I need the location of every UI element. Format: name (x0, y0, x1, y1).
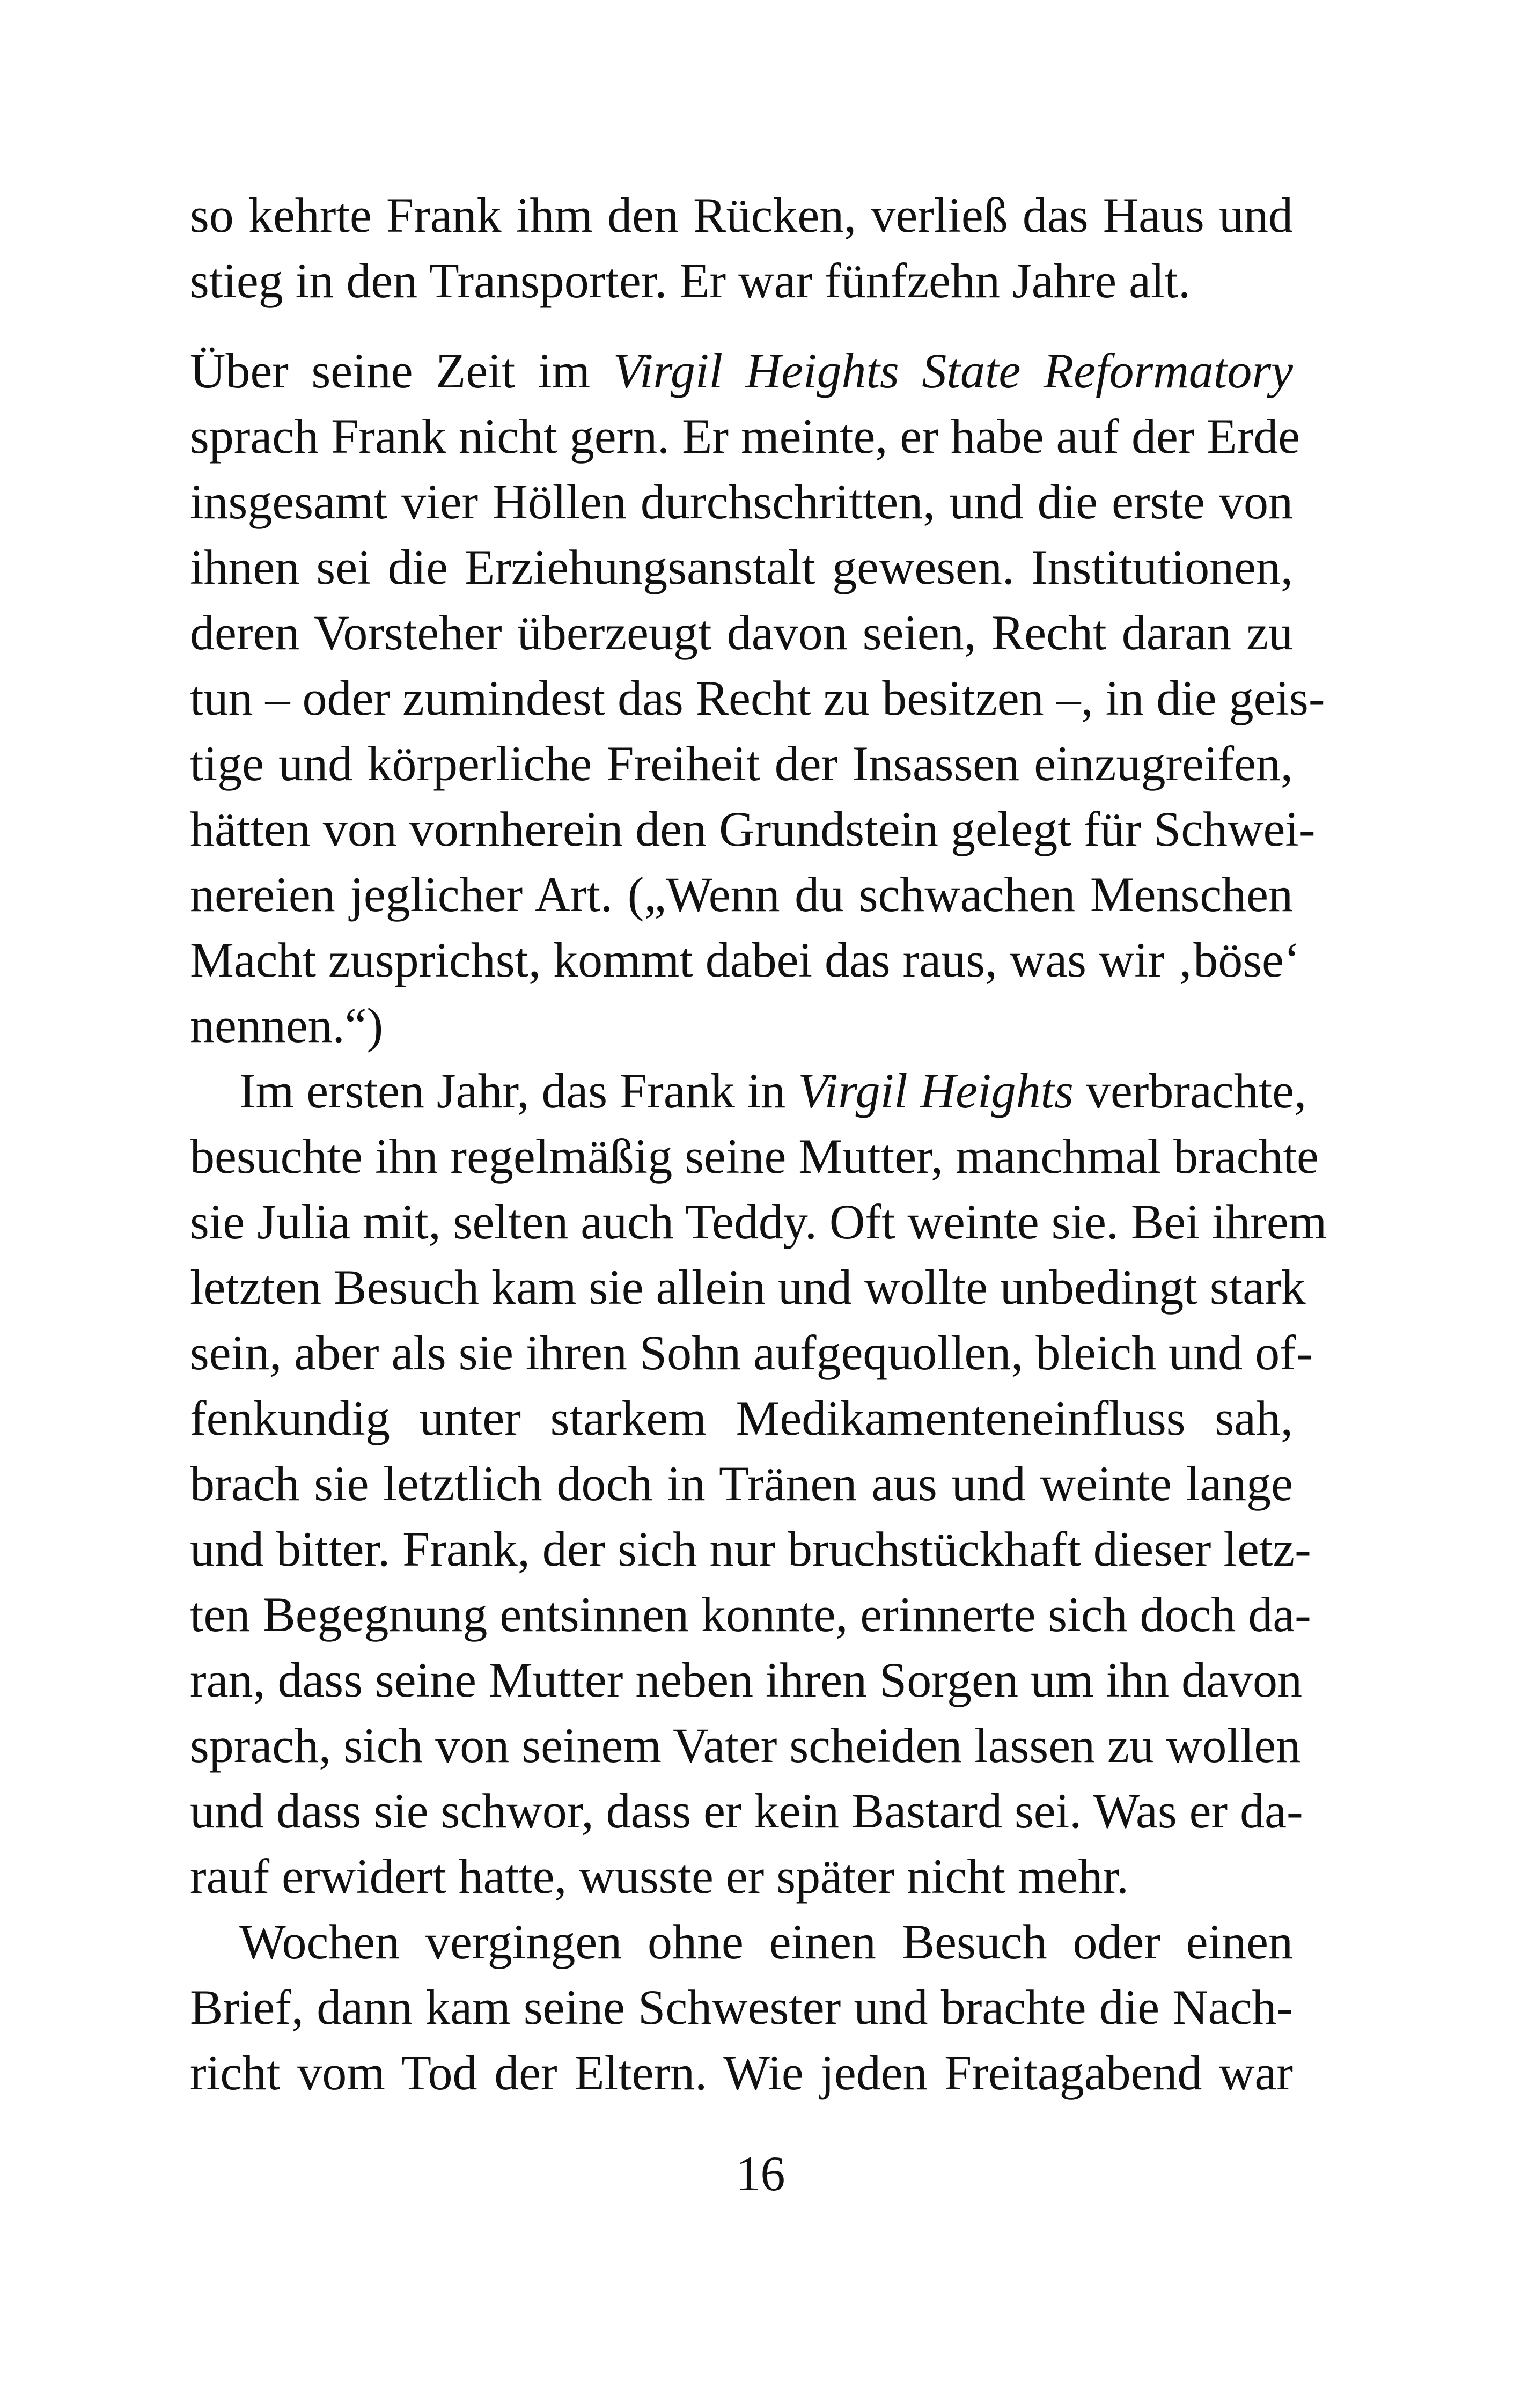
page-number: 16 (736, 2146, 785, 2201)
italic-title: Virgil Heights (798, 1063, 1074, 1118)
text-line (190, 1058, 1307, 1124)
text-line: Macht zusprichst, kommt dabei das raus, was wir ‚böse‘ (190, 933, 1300, 987)
text-line: tige und körperliche Freiheit der Insassen einzugreifen, (190, 736, 1293, 791)
text-line: sprach, sich von seinem Vater scheiden lassen zu wollen (190, 1718, 1301, 1773)
text-line: hätten von vornherein den Grundstein gelegt für Schwei- (190, 802, 1316, 856)
text-line: so kehrte Frank ihm den Rücken, verließ das Haus und (190, 188, 1293, 243)
text-line: brach sie letztlich doch in Tränen aus und weinte lange (190, 1456, 1293, 1511)
text-line: ihnen sei die Erziehungsanstalt gewesen. Institutionen, (190, 540, 1293, 594)
text-line: stieg in den Transporter. Er war fünfzehn Jahre alt. (190, 253, 1191, 308)
book-page-body (190, 182, 1327, 2105)
text-line: richt vom Tod der Eltern. Wie jeden Freitagabend war (190, 2045, 1293, 2100)
text-line: und dass sie schwor, dass er kein Bastard sei. Was er da- (190, 1783, 1303, 1838)
text-line: sprach Frank nicht gern. Er meinte, er habe auf der Erde (190, 409, 1300, 464)
text-line: deren Vorsteher überzeugt davon seien, Recht daran zu (190, 605, 1293, 660)
text-line: besuchte ihn regelmäßig seine Mutter, manchmal brachte (190, 1129, 1319, 1184)
text-line (190, 338, 1293, 403)
text-line: ten Begegnung entsinnen konnte, erinnerte sich doch da- (190, 1587, 1311, 1642)
text-line: nereien jeglicher Art. („Wenn du schwachen Menschen (190, 867, 1293, 922)
text-span: verbrachte, (1073, 1063, 1307, 1118)
text-span: Über seine Zeit im (190, 343, 613, 398)
paragraph-gap (190, 313, 1293, 338)
text-line: nennen.“) (190, 998, 384, 1053)
text-line: rauf erwidert hatte, wusste er später nicht mehr. (190, 1849, 1129, 1904)
text-line: tun – oder zumindest das Recht zu besitzen –, in die geis- (190, 671, 1325, 725)
text-line: sein, aber als sie ihren Sohn aufgequollen, bleich und of- (190, 1325, 1313, 1380)
text-line: und bitter. Frank, der sich nur bruchstückhaft dieser letz- (190, 1522, 1311, 1576)
text-line: Brief, dann kam seine Schwester und brachte die Nach- (190, 1980, 1293, 2035)
text-line: sie Julia mit, selten auch Teddy. Oft weinte sie. Bei ihrem (190, 1194, 1327, 1249)
text-span: Im ersten Jahr, das Frank in (239, 1063, 798, 1118)
text-line: fenkundig unter starkem Medikamenteneinfluss sah, (190, 1391, 1293, 1445)
text-line: ran, dass seine Mutter neben ihren Sorgen um ihn davon (190, 1653, 1302, 1707)
text-line: Wochen vergingen ohne einen Besuch oder einen (239, 1914, 1293, 1969)
text-line: insgesamt vier Höllen durchschritten, und die erste von (190, 474, 1293, 529)
italic-title: Virgil Heights State Reformatory (613, 343, 1293, 398)
text-line: letzten Besuch kam sie allein und wollte unbedingt stark (190, 1260, 1306, 1315)
